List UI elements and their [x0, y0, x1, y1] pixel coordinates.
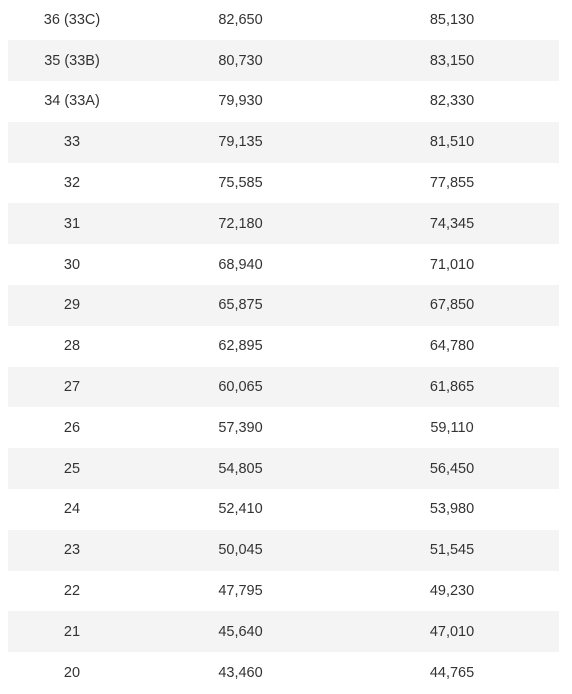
table-row [8, 81, 559, 122]
grade-cell: 21 [8, 611, 136, 652]
value-cell-col2: 82,650 [136, 0, 345, 40]
value-cell-col3: 47,010 [345, 611, 559, 652]
grade-cell: 25 [8, 448, 136, 489]
grade-cell: 34 (33A) [8, 81, 136, 122]
value-cell-col2: 45,640 [136, 611, 345, 652]
value-cell-col2: 72,180 [136, 203, 345, 244]
value-cell-col2: 50,045 [136, 530, 345, 571]
salary-table-container [8, 0, 559, 694]
value-cell-col2: 57,390 [136, 407, 345, 448]
value-cell-col2: 75,585 [136, 163, 345, 204]
table-row [8, 122, 559, 163]
grade-cell: 28 [8, 326, 136, 367]
table-row [8, 244, 559, 285]
table-row [8, 40, 559, 81]
grade-cell: 27 [8, 367, 136, 408]
grade-cell: 20 [8, 652, 136, 693]
table-row [8, 530, 559, 571]
value-cell-col3: 49,230 [345, 571, 559, 612]
table-row [8, 0, 559, 40]
grade-cell: 29 [8, 285, 136, 326]
value-cell-col3: 83,150 [345, 40, 559, 81]
table-row [8, 489, 559, 530]
value-cell-col2: 62,895 [136, 326, 345, 367]
value-cell-col3: 82,330 [345, 81, 559, 122]
table-row [8, 163, 559, 204]
grade-cell: 26 [8, 407, 136, 448]
table-row [8, 571, 559, 612]
salary-table [8, 0, 559, 694]
value-cell-col2: 54,805 [136, 448, 345, 489]
grade-cell: 30 [8, 244, 136, 285]
value-cell-col2: 60,065 [136, 367, 345, 408]
table-row [8, 611, 559, 652]
grade-cell: 23 [8, 530, 136, 571]
table-row [8, 203, 559, 244]
value-cell-col2: 80,730 [136, 40, 345, 81]
table-row [8, 326, 559, 367]
value-cell-col2: 47,795 [136, 571, 345, 612]
value-cell-col2: 52,410 [136, 489, 345, 530]
value-cell-col3: 85,130 [345, 0, 559, 40]
grade-cell: 24 [8, 489, 136, 530]
grade-cell: 31 [8, 203, 136, 244]
value-cell-col3: 74,345 [345, 203, 559, 244]
value-cell-col3: 61,865 [345, 367, 559, 408]
value-cell-col3: 59,110 [345, 407, 559, 448]
value-cell-col3: 64,780 [345, 326, 559, 367]
value-cell-col3: 67,850 [345, 285, 559, 326]
grade-cell: 35 (33B) [8, 40, 136, 81]
value-cell-col3: 51,545 [345, 530, 559, 571]
value-cell-col3: 77,855 [345, 163, 559, 204]
table-row [8, 652, 559, 693]
grade-cell: 36 (33C) [8, 0, 136, 40]
value-cell-col3: 44,765 [345, 652, 559, 693]
value-cell-col3: 56,450 [345, 448, 559, 489]
value-cell-col3: 53,980 [345, 489, 559, 530]
value-cell-col2: 68,940 [136, 244, 345, 285]
table-row [8, 407, 559, 448]
grade-cell: 22 [8, 571, 136, 612]
salary-table-body [8, 0, 559, 693]
value-cell-col2: 79,135 [136, 122, 345, 163]
grade-cell: 32 [8, 163, 136, 204]
value-cell-col2: 65,875 [136, 285, 345, 326]
value-cell-col2: 43,460 [136, 652, 345, 693]
value-cell-col2: 79,930 [136, 81, 345, 122]
table-row [8, 448, 559, 489]
table-row [8, 367, 559, 408]
value-cell-col3: 81,510 [345, 122, 559, 163]
value-cell-col3: 71,010 [345, 244, 559, 285]
grade-cell: 33 [8, 122, 136, 163]
table-row [8, 285, 559, 326]
